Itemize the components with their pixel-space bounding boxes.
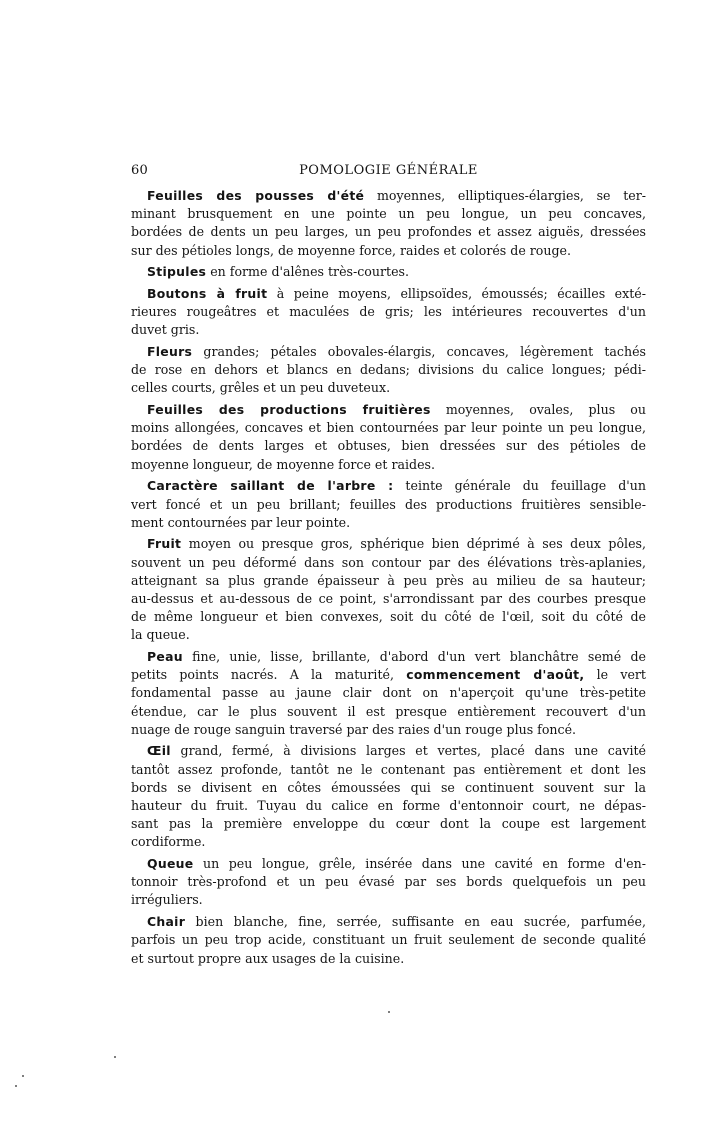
paragraph (131, 742, 646, 851)
page-number: 60 (131, 163, 148, 178)
text-line (131, 608, 646, 626)
text-line (131, 797, 646, 815)
line-text: nuage de rouge sanguin traversé par des raies d'un rouge plus foncé. (131, 721, 577, 737)
line-text: en forme d'alênes très-courtes. (206, 264, 409, 280)
text-line (131, 223, 646, 241)
text-line (131, 205, 646, 223)
text-line (131, 242, 646, 260)
text-line (131, 931, 646, 949)
entry-term: Caractère saillant de l'arbre : (147, 478, 394, 494)
text-line (131, 361, 646, 379)
line-text: bien blanche, fine, serrée, suffisante en eau sucrée, parfumée, (185, 914, 646, 930)
entry-term: Feuilles des productions fruitières (147, 402, 431, 418)
line-text: vert foncé et un peu brillant; feuilles des productions fruitières sensible- (131, 496, 646, 512)
line-text: fondamental passe au jaune clair dont on n'aperçoit qu'une très-petite (131, 685, 646, 701)
line-text: sant pas la première enveloppe du cœur dont la coupe est largement (131, 816, 646, 832)
line-text: bords se divisent en côtes émoussées qui se continuent souvent sur la (131, 779, 646, 795)
line-text: de rose en dehors et blancs en dedans; divisions du calice longues; pédi- (131, 362, 646, 378)
text-line (131, 684, 646, 702)
text-line (131, 950, 646, 968)
paragraph (131, 263, 646, 281)
text-line (131, 779, 646, 797)
running-head (131, 163, 646, 183)
text-line (131, 626, 646, 644)
line-text: et surtout propre aux usages de la cuisine. (131, 950, 405, 966)
text-line (131, 761, 646, 779)
entry-term: Stipules (147, 264, 207, 280)
line-text: fine, unie, lisse, brillante, d'abord d'un vert blanchâtre semé de (182, 649, 646, 664)
text-line (131, 648, 646, 666)
line-text: au-dessus et au-dessous de ce point, s'arrondissant par des courbes presque (131, 590, 646, 606)
text-line (131, 535, 646, 553)
text-line (131, 285, 646, 303)
scan-speck (22, 1075, 24, 1077)
text-line (131, 456, 646, 474)
line-text: moyennes, elliptiques-élargies, se ter- (364, 188, 646, 203)
text-line (131, 742, 646, 760)
text-line (131, 496, 646, 514)
entry-term: Œil (147, 743, 171, 759)
scan-speck (114, 1056, 116, 1058)
text-line (131, 666, 646, 684)
line-text: bordées de dents larges et obtuses, bien dressées sur des pétioles de (131, 438, 646, 454)
paragraph (131, 187, 646, 260)
text-line (131, 891, 646, 909)
paragraph (131, 913, 646, 968)
line-text: bordées de dents un peu larges, un peu profondes et assez aiguës, dressées (131, 224, 646, 240)
entry-term: Boutons à fruit (147, 285, 268, 301)
text-line (131, 303, 646, 321)
scan-speck (15, 1085, 17, 1087)
paragraph (131, 648, 646, 739)
line-text: étendue, car le plus souvent il est presque entièrement recouvert d'un (131, 703, 646, 719)
line-text: de même longueur et bien convexes, soit du côté de l'œil, soit du côté de (131, 609, 646, 625)
line-text: atteignant sa plus grande épaisseur à peu près au milieu de sa hauteur; (131, 572, 646, 588)
paragraph (131, 855, 646, 910)
line-text: ment contournées par leur pointe. (131, 514, 351, 530)
line-text: petits points nacrés. A la maturité, (131, 667, 407, 683)
text-line (131, 873, 646, 891)
paragraph (131, 535, 646, 644)
line-text: rieures rougeâtres et maculées de gris; les intérieures recouvertes d'un (131, 304, 646, 320)
line-text: grandes; pétales obovales-élargis, concaves, légèrement tachés (192, 344, 646, 359)
body-text (131, 187, 646, 968)
text-line (131, 477, 646, 495)
line-text: irréguliers. (131, 892, 203, 908)
line-text: moyenne longueur, de moyenne force et raides. (131, 456, 435, 472)
paragraph (131, 477, 646, 532)
line-text: moins allongées, concaves et bien contournées par leur pointe un peu longue, (131, 420, 646, 436)
text-line (131, 379, 646, 397)
text-line (131, 401, 646, 419)
paragraph (131, 343, 646, 398)
text-line (131, 721, 646, 739)
line-text: le vert (584, 667, 646, 683)
line-text: teinte générale du feuillage d'un (393, 478, 646, 494)
line-text: moyen ou presque gros, sphérique bien déprimé à ses deux pôles, (181, 536, 646, 552)
book-page (131, 163, 646, 971)
text-line (131, 263, 646, 281)
line-text: celles courts, grêles et un peu duveteux. (131, 380, 391, 396)
paragraph (131, 285, 646, 340)
line-text: la queue. (131, 627, 190, 643)
line-text: tantôt assez profonde, tantôt ne le contenant pas entièrement et dont les (131, 761, 646, 777)
text-line (131, 572, 646, 590)
text-line (131, 833, 646, 851)
text-line (131, 554, 646, 572)
text-line (131, 590, 646, 608)
line-text: parfois un peu trop acide, constituant un fruit seulement de seconde qualité (131, 932, 646, 948)
text-line (131, 815, 646, 833)
text-line (131, 855, 646, 873)
text-line (131, 343, 646, 361)
line-text: un peu longue, grêle, insérée dans une cavité en forme d'en- (193, 856, 646, 872)
line-text: sur des pétioles longs, de moyenne force, raides et colorés de rouge. (131, 242, 572, 258)
text-line (131, 703, 646, 721)
line-text: grand, fermé, à divisions larges et vertes, placé dans une cavité (170, 743, 646, 759)
line-text: minant brusquement en une pointe un peu longue, un peu concaves, (131, 206, 646, 222)
entry-term: Queue (147, 856, 194, 872)
entry-term: Fleurs (147, 344, 193, 359)
text-line (131, 321, 646, 339)
line-text: moyennes, ovales, plus ou (430, 402, 646, 418)
line-text: à peine moyens, ellipsoïdes, émoussés; écailles exté- (267, 285, 646, 301)
line-text: duvet gris. (131, 322, 200, 338)
line-text: hauteur du fruit. Tuyau du calice en forme d'entonnoir court, ne dépas- (131, 798, 646, 813)
text-line (131, 514, 646, 532)
text-line (131, 913, 646, 931)
line-text: cordiforme. (131, 834, 206, 850)
running-title: POMOLOGIE GÉNÉRALE (299, 163, 478, 178)
inline-emphasis: commencement d'août, (406, 667, 585, 683)
line-text: tonnoir très-profond et un peu évasé par ses bords quelquefois un peu (131, 874, 646, 890)
paragraph (131, 401, 646, 474)
entry-term: Chair (147, 914, 186, 930)
line-text: souvent un peu déformé dans son contour par des élévations très-aplanies, (131, 554, 646, 570)
text-line (131, 437, 646, 455)
scan-speck (388, 1011, 390, 1013)
text-line (131, 419, 646, 437)
entry-term: Fruit (147, 536, 182, 552)
entry-term: Feuilles des pousses d'été (147, 188, 365, 203)
text-line (131, 187, 646, 205)
entry-term: Peau (147, 649, 183, 664)
